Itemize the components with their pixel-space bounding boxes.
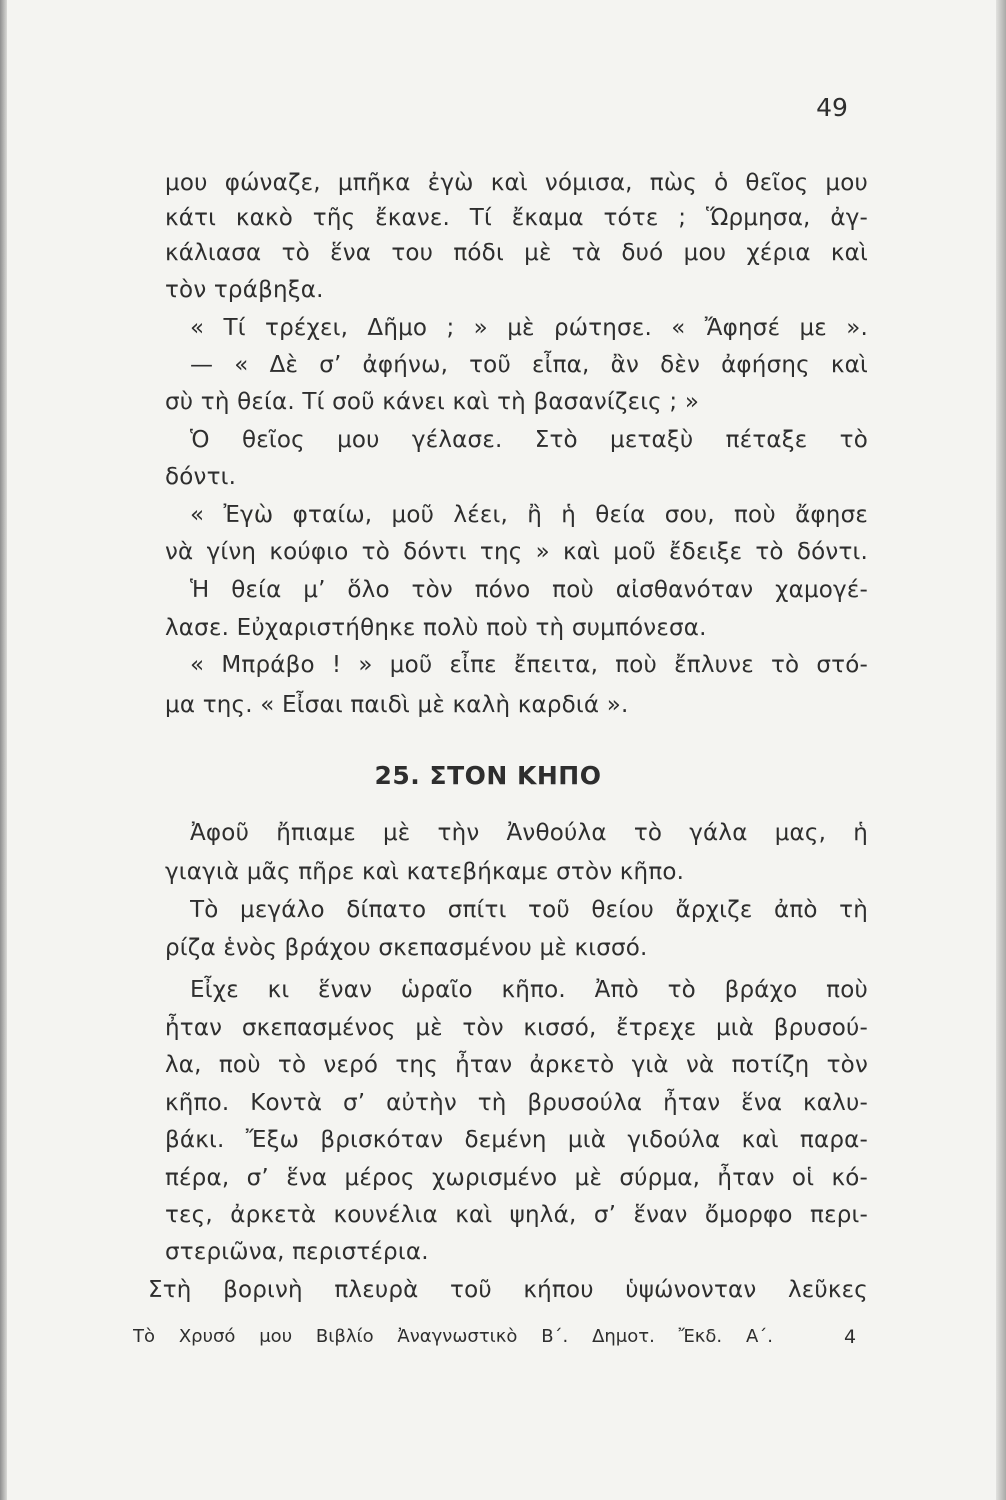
text-line: Ἀφοῦ ἤπιαμε μὲ τὴν Ἀνθούλα τὸ γάλα μας, ἡ — [190, 820, 868, 846]
text-line: — « Δὲ σ’ ἀφήνω, τοῦ εἶπα, ἂν δὲν ἀφήσης καὶ — [190, 352, 868, 378]
text-line: « Τί τρέχει, Δῆμο ; » μὲ ρώτησε. « Ἄφησέ με ». — [190, 315, 868, 341]
text-line: Τὸ μεγάλο δίπατο σπίτι τοῦ θείου ἄρχιζε ἀπὸ τὴ — [190, 897, 868, 923]
text-line: ἦταν σκεπασμένος μὲ τὸν κισσό, ἔτρεχε μιὰ βρυσού- — [165, 1015, 868, 1041]
text-line: μου φώναζε, μπῆκα ἐγὼ καὶ νόμισα, πὼς ὁ θεῖος μου — [165, 170, 868, 196]
text-line: νὰ γίνη κούφιο τὸ δόντι της » καὶ μοῦ ἔδειξε τὸ δόντι. — [165, 539, 868, 565]
page-number: 49 — [816, 93, 848, 122]
text-line: Ἡ θεία μ’ ὅλο τὸν πόνο ποὺ αἰσθανόταν χαμογέ- — [190, 577, 868, 603]
footer-signature-number: 4 — [843, 1326, 857, 1348]
text-line: Στὴ βορινὴ πλευρὰ τοῦ κήπου ὑψώνονταν λεῦκες — [148, 1277, 868, 1303]
text-line: λασε. Εὐχαριστήθηκε πολὺ ποὺ τὴ συμπόνεσα. — [165, 615, 707, 641]
text-line: τες, ἀρκετὰ κουνέλια καὶ ψηλά, σ’ ἕναν ὄμορφο περι- — [165, 1202, 868, 1228]
text-line: σὺ τὴ θεία. Τί σοῦ κάνει καὶ τὴ βασανίζεις ; » — [165, 389, 700, 415]
text-line: δόντι. — [165, 464, 237, 490]
text-line: « Μπράβο ! » μοῦ εἶπε ἔπειτα, ποὺ ἔπλυνε τὸ στό- — [190, 652, 868, 678]
text-line: λα, ποὺ τὸ νερό της ἦταν ἀρκετὸ γιὰ νὰ ποτίζη τὸν — [165, 1052, 868, 1078]
text-line: στεριῶνα, περιστέρια. — [165, 1239, 429, 1265]
section-heading: 25. ΣΤΟΝ ΚΗΠΟ — [374, 761, 602, 790]
text-line: πέρα, σ’ ἕνα μέρος χωρισμένο μὲ σύρμα, ἦταν οἱ κό- — [165, 1165, 868, 1191]
text-line: βάκι. Ἔξω βρισκόταν δεμένη μιὰ γιδούλα καὶ παρα- — [165, 1127, 868, 1153]
text-line: « Ἐγὼ φταίω, μοῦ λέει, ἢ ἡ θεία σου, ποὺ ἄφησε — [190, 502, 868, 528]
text-line: μα της. « Εἶσαι παιδὶ μὲ καλὴ καρδιά ». — [165, 692, 629, 718]
text-line: γιαγιὰ μᾶς πῆρε καὶ κατεβήκαμε στὸν κῆπο. — [165, 859, 685, 885]
footer-book-title: Τὸ Χρυσό μου Βιβλίο Ἀναγνωστικὸ Β΄. Δημοτ. Ἔκδ. Α΄. — [133, 1326, 773, 1347]
text-line: κάλιασα τὸ ἕνα του πόδι μὲ τὰ δυό μου χέρια καὶ — [165, 240, 868, 266]
text-line: Ὁ θεῖος μου γέλασε. Στὸ μεταξὺ πέταξε τὸ — [190, 427, 868, 453]
scan-edge-right — [996, 0, 1006, 1500]
text-line: Εἶχε κι ἕναν ὡραῖο κῆπο. Ἀπὸ τὸ βράχο ποὺ — [190, 977, 868, 1003]
text-line: ρίζα ἑνὸς βράχου σκεπασμένου μὲ κισσό. — [165, 935, 648, 961]
text-line: κάτι κακὸ τῆς ἔκανε. Τί ἔκαμα τότε ; Ὥρμησα, ἀγ- — [165, 205, 868, 231]
scan-edge-left — [0, 0, 7, 1500]
text-line: κῆπο. Κοντὰ σ’ αὐτὴν τὴ βρυσούλα ἦταν ἕνα καλυ- — [165, 1090, 868, 1116]
text-line: τὸν τράβηξα. — [165, 277, 324, 303]
